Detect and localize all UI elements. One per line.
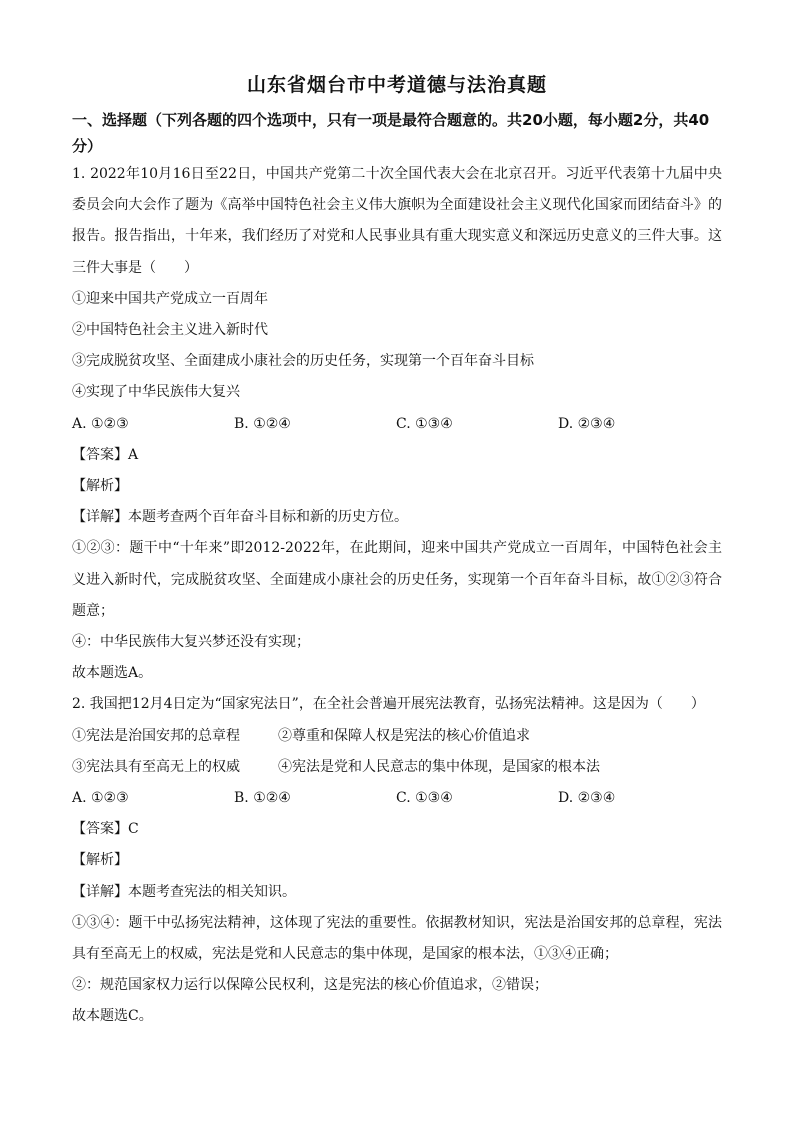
statement-item: ①迎来中国共产党成立一百周年: [72, 290, 268, 307]
section-header: 一、选择题（下列各题的四个选项中，只有一项是最符合题意的。共20小题，每小题2分，共40分）: [72, 111, 710, 155]
statement-row: [72, 721, 722, 752]
answer-label: 【答案】A: [72, 446, 139, 463]
statement-item: ④实现了中华民族伟大复兴: [72, 384, 240, 401]
statement-item: ③宪法具有至高无上的权威: [72, 758, 240, 775]
question-1: [72, 159, 722, 689]
page-title: 山东省烟台市中考道德与法治真题: [246, 74, 547, 96]
conclusion-text: 故本题选C。: [72, 1008, 153, 1025]
analysis-label: 【解析】: [72, 852, 128, 869]
question-stem: 1. 2022年10月16日至22日，中国共产党第二十次全国代表大会在北京召开。习近平代表第十九届中央委员会向大会作了题为《高举中国特色社会主义伟大旗帜为全面建设社会主义现代化国家而团结奋斗》的报告。报告指出，十年来，我们经历了对党和人民事业具有重大现实意义和深远历史意义的三件大事。这三件大事是（ ）: [72, 166, 722, 276]
analysis-label: 【解析】: [72, 478, 128, 495]
answer-label: 【答案】C: [72, 821, 139, 838]
option-b: B. ①②④: [234, 790, 291, 807]
explanation-text: ②：规范国家权力运行以保障公民权利，这是宪法的核心价值追求，②错误；: [72, 977, 548, 994]
statement-row: [72, 752, 722, 783]
statement-item: ②尊重和保障人权是宪法的核心价值追求: [278, 727, 530, 744]
statement-item: ②中国特色社会主义进入新时代: [72, 322, 268, 339]
statement-item: ④宪法是党和人民意志的集中体现，是国家的根本法: [278, 758, 600, 775]
detail-text: 【详解】本题考查宪法的相关知识。: [72, 883, 296, 900]
option-a: A. ①②③: [72, 415, 129, 432]
question-stem: 2. 我国把12月4日定为“国家宪法日”，在全社会普遍开展宪法教育，弘扬宪法精神。这是因为（ ）: [72, 696, 705, 713]
conclusion-text: 故本题选A。: [72, 665, 153, 682]
option-c: C. ①③④: [396, 790, 453, 807]
detail-text: 【详解】本题考查两个百年奋斗目标和新的历史方位。: [72, 509, 408, 526]
option-b: B. ①②④: [234, 415, 291, 432]
option-c: C. ①③④: [396, 415, 453, 432]
option-d: D. ②③④: [558, 415, 616, 432]
statement-item: ①宪法是治国安邦的总章程: [72, 727, 240, 744]
answer-options: [72, 409, 722, 440]
question-2: [72, 689, 722, 1032]
explanation-text: ①②③：题干中“十年来”即2012-2022年，在此期间，迎来中国共产党成立一百周年，中国特色社会主义进入新时代，完成脱贫攻坚、全面建成小康社会的历史任务，实现第一个百年奋斗目标，故①②③符合题意；: [72, 540, 722, 619]
option-d: D. ②③④: [558, 790, 616, 807]
answer-options: [72, 783, 722, 814]
explanation-text: ④：中华民族伟大复兴梦还没有实现；: [72, 634, 310, 651]
statement-item: ③完成脱贫攻坚、全面建成小康社会的历史任务，实现第一个百年奋斗目标: [72, 353, 534, 370]
option-a: A. ①②③: [72, 790, 129, 807]
explanation-text: ①③④：题干中弘扬宪法精神，这体现了宪法的重要性。依据教材知识，宪法是治国安邦的总章程，宪法具有至高无上的权威，宪法是党和人民意志的集中体现，是国家的根本法，①③④正确；: [72, 914, 722, 963]
